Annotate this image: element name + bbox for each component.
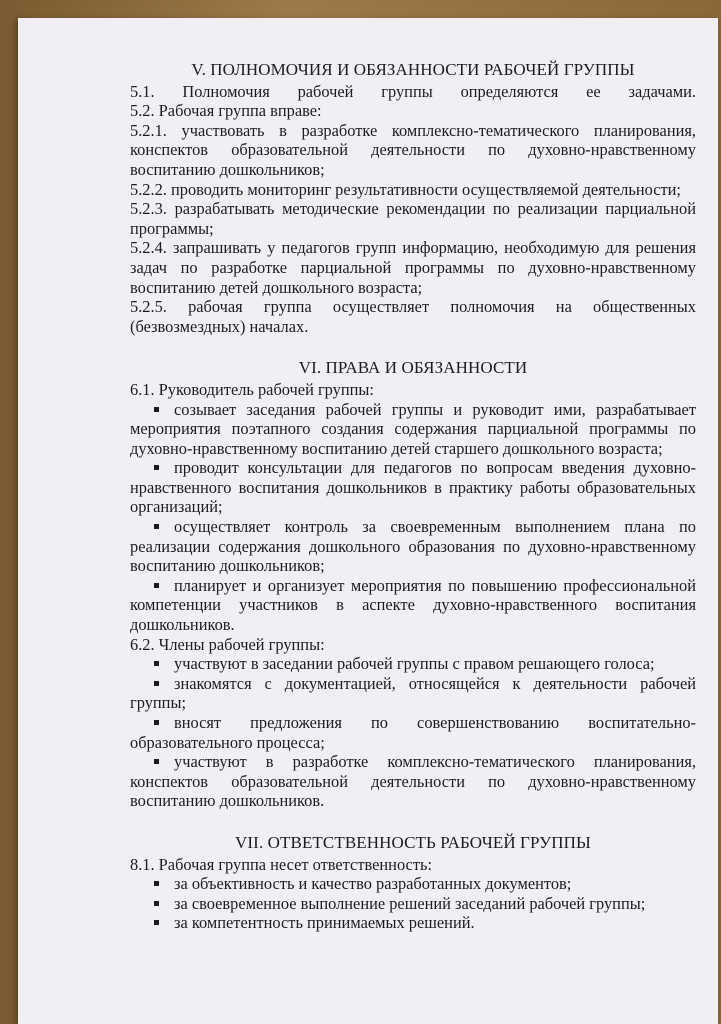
clause-5-2-3: 5.2.3. разрабатывать методические рекомендации по реализации парциальной программы; [130, 199, 696, 238]
bullet-icon [154, 583, 159, 588]
bullet-icon [154, 901, 159, 906]
bullet-icon [154, 720, 159, 725]
bullet-icon [154, 881, 159, 886]
clause-5-2-4: 5.2.4. запрашивать у педагогов групп информацию, необходимую для решения задач по разработке парциальной программы по духовно-нравственному воспитанию детей дошкольного возраста; [130, 238, 696, 297]
bullet-icon [154, 661, 159, 666]
list-item: за компетентность принимаемых решений. [130, 913, 696, 933]
clause-5-2-1: 5.2.1. участвовать в разработке комплексно-тематического планирования, конспектов образовательной деятельности по духовно-нравственному воспитанию дошкольников; [130, 120, 696, 179]
bullet-icon [154, 759, 159, 764]
bullet-icon [154, 681, 159, 686]
clause-6-2: 6.2. Члены рабочей группы: [130, 634, 325, 654]
list-item: созывает заседания рабочей группы и руководит ими, разрабатывает мероприятия поэтапного создания содержания парциальной программы по духовно-нравственному воспитанию детей старшего дошкольного возраста; [130, 399, 696, 458]
clause-5-1: 5.1. Полномочия рабочей группы определяются ее задачами. [130, 81, 696, 101]
list-item: за своевременное выполнение решений заседаний рабочей группы; [130, 894, 696, 914]
section-5-title: V. ПОЛНОМОЧИЯ И ОБЯЗАННОСТИ РАБОЧЕЙ ГРУППЫ [191, 60, 635, 79]
clause-5-2: 5.2. Рабочая группа вправе: [130, 101, 322, 121]
list-item: планирует и организует мероприятия по повышению профессиональной компетенции участников в аспекте духовно-нравственного воспитания дошкольников. [130, 575, 696, 635]
clause-6-1: 6.1. Руководитель рабочей группы: [130, 379, 374, 399]
list-item: за объективность и качество разработанных документов; [130, 874, 696, 894]
section-7-title: VII. ОТВЕТСТВЕННОСТЬ РАБОЧЕЙ ГРУППЫ [235, 832, 591, 852]
document-page [18, 18, 718, 1024]
bullet-icon [154, 465, 159, 470]
list-item: знакомятся с документацией, относящейся к деятельности рабочей группы; [130, 673, 696, 713]
clause-8-1: 8.1. Рабочая группа несет ответственность: [130, 854, 433, 874]
bullet-icon [154, 407, 159, 412]
section-6-title: VI. ПРАВА И ОБЯЗАННОСТИ [298, 358, 528, 378]
list-item: осуществляет контроль за своевременным выполнением плана по реализации содержания дошкольного образования по духовно-нравственному воспитанию дошкольников; [130, 517, 696, 576]
list-item: проводит консультации для педагогов по вопросам введения духовно-нравственного воспитания дошкольников в практику работы образовательных организаций; [130, 458, 696, 517]
list-item: вносят предложения по совершенствованию воспитательно-образовательного процесса; [130, 713, 696, 752]
list-item: участвуют в заседании рабочей группы с правом решающего голоса; [130, 654, 696, 674]
list-item: участвуют в разработке комплексно-тематического планирования, конспектов образовательной деятельности по духовно-нравственному воспитанию дошкольников. [130, 752, 696, 811]
clause-5-2-2: 5.2.2. проводить мониторинг результативности осуществляемой деятельности; [130, 179, 681, 199]
clause-5-2-5: 5.2.5. рабочая группа осуществляет полномочия на общественных (безвозмездных) началах. [130, 297, 696, 336]
bullet-icon [154, 524, 159, 529]
bullet-icon [154, 920, 159, 925]
